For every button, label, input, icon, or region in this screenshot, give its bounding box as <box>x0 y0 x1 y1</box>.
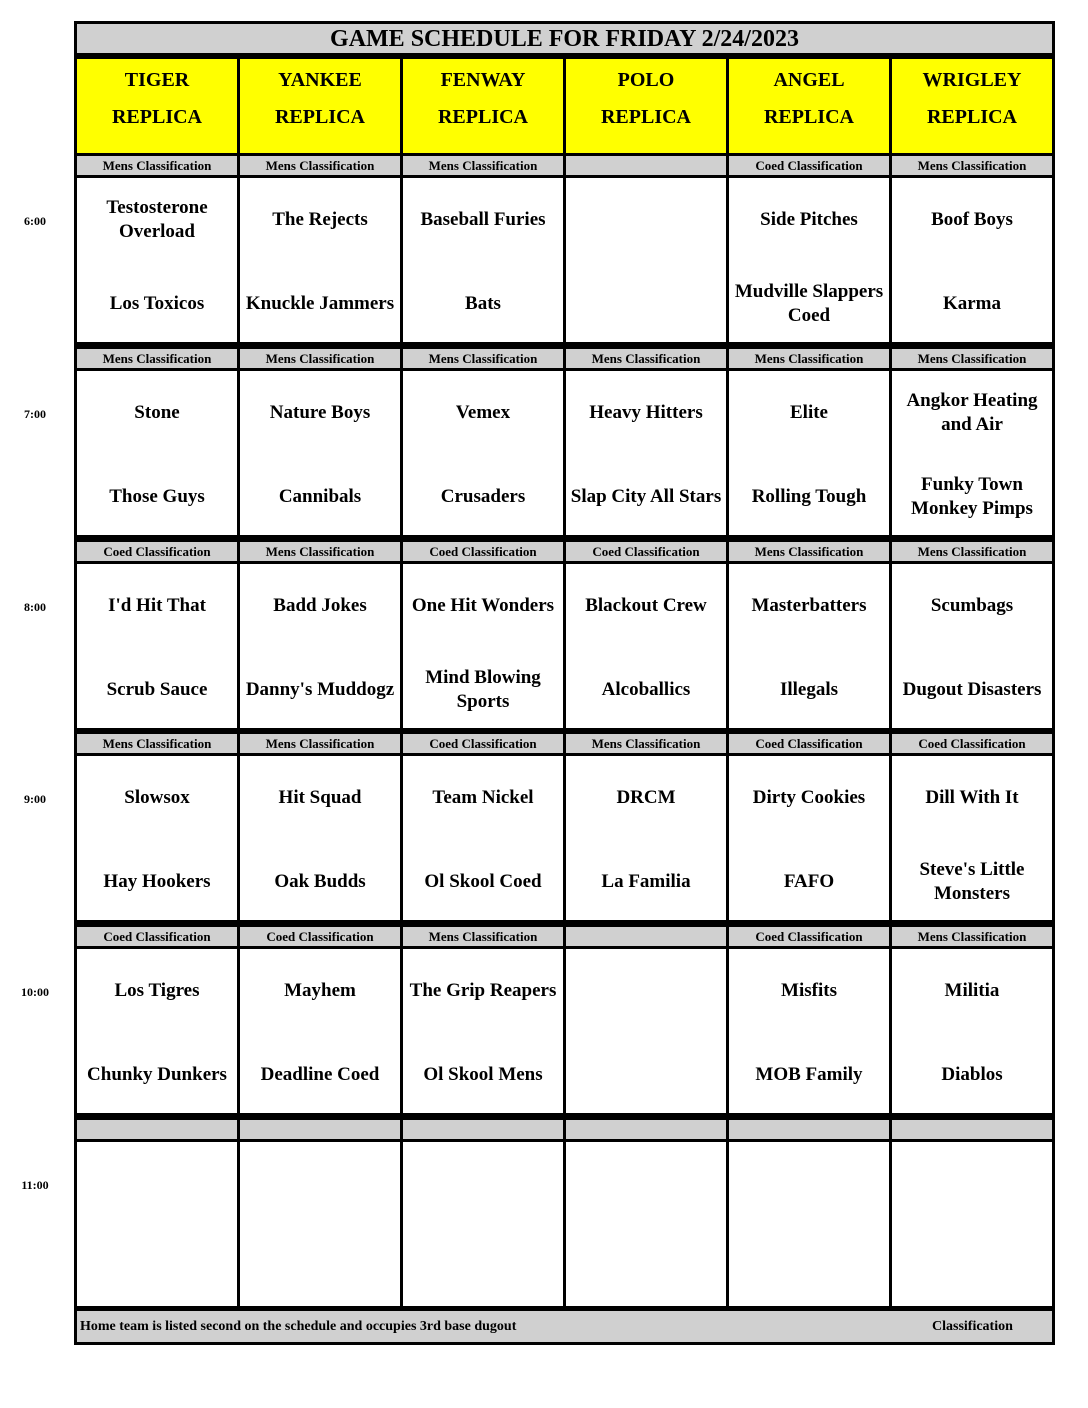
field-subtitle: REPLICA <box>763 106 854 128</box>
game-cell <box>892 371 1052 535</box>
classification-label: Coed Classification <box>729 156 889 175</box>
home-team: Mind Blowing Sports <box>425 666 541 712</box>
visiting-team: Dill With It <box>925 787 1019 809</box>
visiting-team: Militia <box>944 980 1000 1002</box>
home-team <box>403 1238 563 1298</box>
game-cell <box>77 371 237 535</box>
game-cell <box>77 564 237 728</box>
classification-label: Coed Classification <box>566 542 726 561</box>
game-cell <box>892 756 1052 920</box>
classification-label: Mens Classification <box>77 156 237 175</box>
game-cell <box>240 371 400 535</box>
home-team: Dugout Disasters <box>902 678 1042 700</box>
visiting-team <box>403 1154 563 1214</box>
classification-label: Coed Classification <box>240 927 400 946</box>
game-cell <box>403 371 563 535</box>
home-team: Danny's Muddogz <box>245 678 395 700</box>
time-label: 6:00 <box>24 214 46 228</box>
home-team-note: Home team is listed second on the schedule and occupies 3rd base dugout <box>80 1319 517 1334</box>
visiting-team: Heavy Hitters <box>589 401 703 423</box>
time-label: 9:00 <box>24 792 46 807</box>
classification-label <box>403 1120 563 1139</box>
visiting-team: The Rejects <box>272 209 368 230</box>
classification-label <box>729 1120 889 1139</box>
home-team <box>729 1238 889 1298</box>
home-team: Ol Skool Mens <box>423 1064 543 1086</box>
visiting-team: Boof Boys <box>931 209 1013 230</box>
classification-label: Mens Classification <box>892 349 1052 368</box>
visiting-team: Misfits <box>781 980 837 1002</box>
home-team: Deadline Coed <box>260 1064 380 1086</box>
classification-label: Mens Classification <box>403 927 563 946</box>
field-name: WRIGLEY <box>922 69 1022 91</box>
visiting-team: Hit Squad <box>278 787 362 809</box>
visiting-team <box>892 1154 1052 1214</box>
visiting-team: Badd Jokes <box>273 594 367 616</box>
classification-label: Mens Classification <box>892 542 1052 561</box>
home-team: Alcoballics <box>601 678 691 700</box>
home-team <box>77 1238 237 1298</box>
game-cell <box>892 1142 1052 1306</box>
game-cell <box>77 178 237 342</box>
home-team: Rolling Tough <box>751 485 867 507</box>
visiting-team <box>240 1154 400 1214</box>
home-team: Funky Town Monkey Pimps <box>911 473 1033 519</box>
visiting-team <box>566 1154 726 1214</box>
classification-label: Coed Classification <box>729 927 889 946</box>
classification-label: Coed Classification <box>729 734 889 753</box>
home-team <box>892 1238 1052 1298</box>
game-cell <box>566 949 726 1113</box>
game-cell <box>77 1142 237 1306</box>
game-cell <box>240 564 400 728</box>
visiting-team: Scumbags <box>930 594 1014 616</box>
visiting-team: Angkor Heating and Air <box>906 389 1038 435</box>
visiting-team: Mayhem <box>284 980 356 1002</box>
game-cell <box>403 756 563 920</box>
game-cell <box>729 756 889 920</box>
visiting-team: One Hit Wonders <box>411 594 555 616</box>
time-label: 7:00 <box>24 406 46 421</box>
game-cell <box>892 949 1052 1113</box>
game-cell <box>240 756 400 920</box>
game-cell <box>566 1142 726 1306</box>
classification-label <box>566 927 726 946</box>
game-cell <box>892 178 1052 342</box>
home-team: FAFO <box>783 871 835 893</box>
classification-label: Mens Classification <box>240 349 400 368</box>
visiting-team: Dirty Cookies <box>752 787 866 809</box>
time-label: 10:00 <box>21 985 49 1000</box>
home-team: Hay Hookers <box>103 871 211 893</box>
game-cell <box>892 564 1052 728</box>
visiting-team: I'd Hit That <box>108 594 206 616</box>
visiting-team: Stone <box>134 401 180 423</box>
visiting-team: Los Tigres <box>114 980 200 1002</box>
classification-label: Mens Classification <box>566 734 726 753</box>
field-name: TIGER <box>124 69 190 91</box>
field-name: YANKEE <box>278 69 362 91</box>
field-subtitle: REPLICA <box>111 106 202 128</box>
visiting-team <box>566 190 726 250</box>
visiting-team: Baseball Furies <box>420 209 546 230</box>
classification-label: Mens Classification <box>892 927 1052 946</box>
home-team <box>566 1045 726 1105</box>
visiting-team <box>566 961 726 1021</box>
classification-label: Coed Classification <box>403 734 563 753</box>
classification-label: Coed Classification <box>77 542 237 561</box>
game-cell <box>403 949 563 1113</box>
home-team: Scrub Sauce <box>106 678 208 700</box>
time-label: 11:00 <box>21 1178 49 1192</box>
home-team: Karma <box>942 293 1002 314</box>
classification-label: Mens Classification <box>240 542 400 561</box>
game-cell <box>566 178 726 342</box>
classification-label <box>566 156 726 175</box>
field-name: FENWAY <box>440 69 526 91</box>
visiting-team: Vemex <box>455 401 511 423</box>
game-cell <box>566 564 726 728</box>
home-team <box>240 1238 400 1298</box>
field-header <box>729 59 889 153</box>
game-cell <box>240 1142 400 1306</box>
visiting-team: DRCM <box>616 787 676 809</box>
classification-label <box>566 1120 726 1139</box>
field-header <box>566 59 726 153</box>
game-cell <box>77 949 237 1113</box>
classification-label: Mens Classification <box>240 156 400 175</box>
field-header <box>403 59 563 153</box>
field-header <box>77 59 237 153</box>
home-team: Mudville Slappers Coed <box>734 281 884 326</box>
visiting-team: Masterbatters <box>751 594 867 616</box>
home-team: Chunky Dunkers <box>87 1064 227 1086</box>
classification-label: Mens Classification <box>729 542 889 561</box>
visiting-team: Nature Boys <box>269 401 371 423</box>
field-subtitle: REPLICA <box>600 106 691 128</box>
schedule-title: GAME SCHEDULE FOR FRIDAY 2/24/2023 <box>77 24 1052 53</box>
footer-classification-label: Classification <box>932 1319 1013 1334</box>
home-team: MOB Family <box>755 1064 863 1086</box>
classification-label <box>240 1120 400 1139</box>
classification-label: Mens Classification <box>77 734 237 753</box>
field-header <box>240 59 400 153</box>
game-cell <box>729 178 889 342</box>
home-team: Slap City All Stars <box>570 485 722 507</box>
home-team: Ol Skool Coed <box>424 871 542 893</box>
home-team: Those Guys <box>109 485 205 507</box>
home-team: Los Toxicos <box>109 293 205 314</box>
field-subtitle: REPLICA <box>437 106 528 128</box>
game-cell <box>729 371 889 535</box>
home-team: Crusaders <box>440 485 526 507</box>
classification-label: Mens Classification <box>403 156 563 175</box>
home-team: Steve's Little Monsters <box>919 859 1025 905</box>
game-cell <box>240 178 400 342</box>
classification-label: Mens Classification <box>403 349 563 368</box>
schedule-table <box>74 21 1055 1345</box>
home-team <box>566 274 726 334</box>
game-cell <box>729 564 889 728</box>
visiting-team: Testosterone Overload <box>106 197 208 242</box>
field-header <box>892 59 1052 153</box>
visiting-team <box>729 1154 889 1214</box>
game-cell <box>566 756 726 920</box>
classification-label: Mens Classification <box>729 349 889 368</box>
home-team: Bats <box>465 293 501 314</box>
game-cell <box>729 1142 889 1306</box>
home-team: La Familia <box>601 871 691 893</box>
game-cell <box>240 949 400 1113</box>
home-team <box>566 1238 726 1298</box>
classification-label: Mens Classification <box>566 349 726 368</box>
classification-label: Mens Classification <box>77 349 237 368</box>
visiting-team: Blackout Crew <box>585 594 707 616</box>
home-team: Diablos <box>941 1064 1003 1086</box>
classification-label: Coed Classification <box>892 734 1052 753</box>
field-subtitle: REPLICA <box>926 106 1017 128</box>
home-team: Illegals <box>779 678 839 700</box>
field-name: ANGEL <box>773 69 845 91</box>
home-team: Oak Budds <box>274 871 366 893</box>
visiting-team: Slowsox <box>124 787 190 809</box>
game-cell <box>729 949 889 1113</box>
game-cell <box>77 756 237 920</box>
game-cell <box>403 178 563 342</box>
game-cell <box>566 371 726 535</box>
visiting-team: The Grip Reapers <box>409 980 557 1002</box>
visiting-team: Elite <box>790 401 828 423</box>
classification-label: Coed Classification <box>403 542 563 561</box>
game-cell <box>403 564 563 728</box>
classification-label: Coed Classification <box>77 927 237 946</box>
time-label: 8:00 <box>24 599 46 614</box>
home-team: Cannibals <box>278 485 362 507</box>
visiting-team <box>77 1154 237 1214</box>
visiting-team: Team Nickel <box>432 787 534 809</box>
classification-label: Mens Classification <box>892 156 1052 175</box>
field-subtitle: REPLICA <box>274 106 365 128</box>
home-team: Knuckle Jammers <box>245 293 395 314</box>
classification-label <box>892 1120 1052 1139</box>
classification-label: Mens Classification <box>240 734 400 753</box>
game-cell <box>403 1142 563 1306</box>
classification-label <box>77 1120 237 1139</box>
visiting-team: Side Pitches <box>760 209 858 230</box>
schedule-footer <box>77 1311 1052 1342</box>
field-name: POLO <box>617 69 675 91</box>
